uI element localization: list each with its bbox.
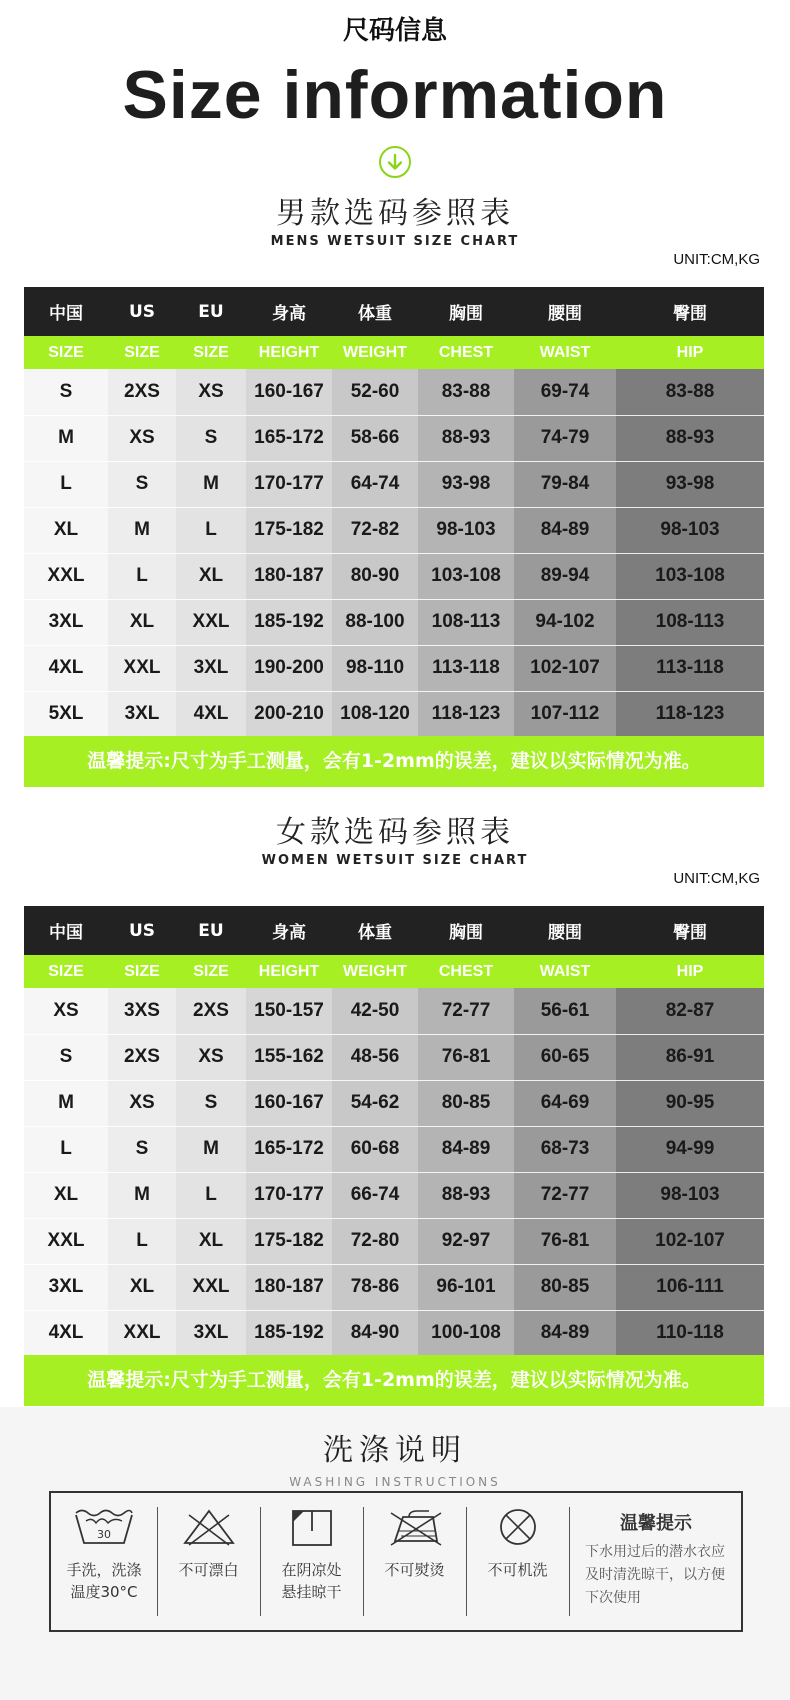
table-row-cell: 58-66 xyxy=(332,415,418,461)
table-row-cell: 4XL xyxy=(24,1310,108,1356)
shade-dry-icon xyxy=(290,1507,334,1547)
table-row-cell: 3XL xyxy=(176,1310,246,1356)
table-row-cell: 88-100 xyxy=(332,599,418,645)
table-row-cell: XXL xyxy=(108,1310,176,1356)
arrow-down-icon xyxy=(379,146,411,178)
table-row-cell: M xyxy=(24,415,108,461)
no-machine-wash-icon xyxy=(496,1507,540,1547)
table-row-cell: 185-192 xyxy=(246,599,332,645)
table-row-cell: S xyxy=(24,1034,108,1080)
wash-item-label: 手洗，洗涤 温度30°C xyxy=(66,1561,142,1601)
table-row-cell: 76-81 xyxy=(514,1218,616,1264)
table-row-cell: 94-99 xyxy=(616,1126,764,1172)
table-row-cell: XL xyxy=(108,599,176,645)
table-row xyxy=(24,1310,764,1356)
table-row xyxy=(24,599,764,645)
table-row-cell: 93-98 xyxy=(616,461,764,507)
table-row xyxy=(24,1264,764,1310)
table-row xyxy=(24,415,764,461)
header-row-cn-cell: 胸围 xyxy=(418,287,514,336)
header-row-en-cell: SIZE xyxy=(24,336,108,369)
womens-section-title xyxy=(0,815,790,868)
womens-tip-bar: 温馨提示:尺寸为手工测量，会有1-2mm的误差，建议以实际情况为准。 xyxy=(24,1355,764,1406)
table-row-cell: 74-79 xyxy=(514,415,616,461)
table-row xyxy=(24,988,764,1034)
table-row-cell: 88-93 xyxy=(616,415,764,461)
table-row-cell: 88-93 xyxy=(418,1172,514,1218)
table-row-cell: 102-107 xyxy=(616,1218,764,1264)
table-row-cell: 165-172 xyxy=(246,1126,332,1172)
header-row-en-cell: WAIST xyxy=(514,336,616,369)
table-row-cell: 150-157 xyxy=(246,988,332,1034)
table-row-cell: S xyxy=(176,1080,246,1126)
table-row-cell: 72-80 xyxy=(332,1218,418,1264)
table-row-cell: 94-102 xyxy=(514,599,616,645)
table-row-cell: 180-187 xyxy=(246,553,332,599)
table-row-cell: XS xyxy=(108,1080,176,1126)
mens-title-cn: 男款选码参照表 xyxy=(276,196,514,231)
title-badge xyxy=(0,14,790,48)
table-row-cell: L xyxy=(108,1218,176,1264)
table-row-cell: 42-50 xyxy=(332,988,418,1034)
table-row-cell: XS xyxy=(108,415,176,461)
table-row xyxy=(24,1126,764,1172)
womens-title-cn: 女款选码参照表 xyxy=(276,815,514,850)
table-row-cell: 60-68 xyxy=(332,1126,418,1172)
table-row-cell: L xyxy=(24,1126,108,1172)
table-row-cell: M xyxy=(24,1080,108,1126)
table-row-cell: M xyxy=(108,507,176,553)
header-row-cn-cell: 臀围 xyxy=(616,906,764,955)
table-row-cell: 89-94 xyxy=(514,553,616,599)
table-row-cell: 4XL xyxy=(24,645,108,691)
table-row-cell: 100-108 xyxy=(418,1310,514,1356)
table-row xyxy=(24,1172,764,1218)
table-row-cell: XS xyxy=(176,369,246,415)
table-row-cell: 84-90 xyxy=(332,1310,418,1356)
table-row-cell: XXL xyxy=(176,1264,246,1310)
table-row-cell: 66-74 xyxy=(332,1172,418,1218)
header-row-en xyxy=(24,336,764,369)
table-row-cell: S xyxy=(108,1126,176,1172)
table-row-cell: 64-74 xyxy=(332,461,418,507)
table-row-cell: 102-107 xyxy=(514,645,616,691)
washing-notice-body: 下水用过后的潜水衣应及时清洗晾干，以方便下次使用 xyxy=(585,1544,725,1606)
table-row-cell: 92-97 xyxy=(418,1218,514,1264)
wash-item-label: 不可漂白 xyxy=(178,1561,239,1579)
table-row-cell: 3XS xyxy=(108,988,176,1034)
table-row xyxy=(24,461,764,507)
header-row-cn-cell: 身高 xyxy=(246,906,332,955)
header-row-cn xyxy=(24,287,764,336)
table-row-cell: M xyxy=(176,1126,246,1172)
header-row-cn-cell: 体重 xyxy=(332,906,418,955)
table-row-cell: 78-86 xyxy=(332,1264,418,1310)
washing-notice xyxy=(569,1493,741,1630)
table-row-cell: 4XL xyxy=(176,691,246,737)
header-row-en-cell: CHEST xyxy=(418,336,514,369)
wash-item-no-bleach xyxy=(157,1493,260,1630)
table-row-cell: 155-162 xyxy=(246,1034,332,1080)
table-row-cell: 2XS xyxy=(176,988,246,1034)
table-row-cell: 118-123 xyxy=(616,691,764,737)
wash-item-no-iron xyxy=(363,1493,466,1630)
table-row-cell: 90-95 xyxy=(616,1080,764,1126)
title-badge-text: 尺码信息 xyxy=(335,14,455,48)
table-row-cell: L xyxy=(24,461,108,507)
header-row-cn-cell: EU xyxy=(176,906,246,955)
wash-item-no-machine-wash xyxy=(466,1493,569,1630)
table-row-cell: S xyxy=(24,369,108,415)
table-row-cell: 72-82 xyxy=(332,507,418,553)
table-row-cell: 103-108 xyxy=(616,553,764,599)
mens-title-en: MENS WETSUIT SIZE CHART xyxy=(270,234,520,249)
mens-section-title xyxy=(0,196,790,249)
header-row-en-cell: CHEST xyxy=(418,955,514,988)
table-row-cell: 175-182 xyxy=(246,507,332,553)
table-row xyxy=(24,369,764,415)
table-row-cell: 190-200 xyxy=(246,645,332,691)
table-row xyxy=(24,1218,764,1264)
table-row-cell: 165-172 xyxy=(246,415,332,461)
table-row-cell: XXL xyxy=(24,1218,108,1264)
table-row-cell: XXL xyxy=(176,599,246,645)
table-row-cell: 82-87 xyxy=(616,988,764,1034)
table-row-cell: 54-62 xyxy=(332,1080,418,1126)
hand-wash-icon xyxy=(72,1507,136,1547)
header-row-cn-cell: 腰围 xyxy=(514,906,616,955)
header-row-en-cell: HEIGHT xyxy=(246,955,332,988)
table-row-cell: 108-113 xyxy=(616,599,764,645)
womens-unit-label: UNIT:CM,KG xyxy=(673,870,760,887)
table-row-cell: 83-88 xyxy=(616,369,764,415)
womens-title-en: WOMEN WETSUIT SIZE CHART xyxy=(261,853,529,868)
table-row-cell: 98-103 xyxy=(418,507,514,553)
table-row-cell: 64-69 xyxy=(514,1080,616,1126)
table-row xyxy=(24,1080,764,1126)
table-row-cell: 3XL xyxy=(24,599,108,645)
header-row-en-cell: HIP xyxy=(616,955,764,988)
table-row-cell: 88-93 xyxy=(418,415,514,461)
header-row-cn-cell: 腰围 xyxy=(514,287,616,336)
wash-item-label: 不可熨烫 xyxy=(384,1561,445,1579)
table-row-cell: 86-91 xyxy=(616,1034,764,1080)
table-row-cell: L xyxy=(108,553,176,599)
header-row-en xyxy=(24,955,764,988)
no-bleach-icon xyxy=(181,1507,237,1547)
table-row-cell: 160-167 xyxy=(246,1080,332,1126)
table-row-cell: 56-61 xyxy=(514,988,616,1034)
header-row-en-cell: SIZE xyxy=(176,955,246,988)
table-row-cell: XS xyxy=(176,1034,246,1080)
table-row-cell: 69-74 xyxy=(514,369,616,415)
washing-title-cn: 洗涤说明 xyxy=(323,1433,467,1468)
mens-tip-bar: 温馨提示:尺寸为手工测量，会有1-2mm的误差，建议以实际情况为准。 xyxy=(24,736,764,787)
table-row-cell: L xyxy=(176,1172,246,1218)
table-row-cell: 170-177 xyxy=(246,461,332,507)
table-row-cell: 180-187 xyxy=(246,1264,332,1310)
header-row-cn xyxy=(24,906,764,955)
table-row xyxy=(24,691,764,737)
table-row-cell: M xyxy=(176,461,246,507)
table-row-cell: 52-60 xyxy=(332,369,418,415)
table-row-cell: 185-192 xyxy=(246,1310,332,1356)
table-row-cell: 98-103 xyxy=(616,507,764,553)
table-row-cell: 2XS xyxy=(108,1034,176,1080)
table-row-cell: 80-85 xyxy=(514,1264,616,1310)
wash-item-hand-wash xyxy=(51,1493,157,1630)
table-row-cell: 200-210 xyxy=(246,691,332,737)
header-row-cn-cell: EU xyxy=(176,287,246,336)
table-row-cell: 76-81 xyxy=(418,1034,514,1080)
header-row-en-cell: SIZE xyxy=(108,336,176,369)
header-row-en-cell: HEIGHT xyxy=(246,336,332,369)
wash-item-shade-dry xyxy=(260,1493,363,1630)
table-row-cell: M xyxy=(108,1172,176,1218)
table-row-cell: 3XL xyxy=(176,645,246,691)
table-row-cell: XS xyxy=(24,988,108,1034)
table-row-cell: 68-73 xyxy=(514,1126,616,1172)
table-row xyxy=(24,645,764,691)
table-row xyxy=(24,553,764,599)
table-row-cell: XXL xyxy=(108,645,176,691)
mens-unit-label: UNIT:CM,KG xyxy=(673,251,760,268)
table-row-cell: XL xyxy=(24,1172,108,1218)
wash-item-label: 不可机洗 xyxy=(487,1561,548,1579)
table-row-cell: XL xyxy=(24,507,108,553)
table-row-cell: L xyxy=(176,507,246,553)
wash-item-label: 在阴凉处 悬挂晾干 xyxy=(281,1561,342,1601)
mens-size-table xyxy=(24,287,764,737)
header-row-cn-cell: 中国 xyxy=(24,906,108,955)
washing-title-en: WASHING INSTRUCTIONS xyxy=(289,1475,501,1489)
header-row-en-cell: SIZE xyxy=(108,955,176,988)
header-row-cn-cell: 胸围 xyxy=(418,906,514,955)
table-row-cell: 3XL xyxy=(24,1264,108,1310)
header-row-en-cell: SIZE xyxy=(176,336,246,369)
header-row-en-cell: WEIGHT xyxy=(332,955,418,988)
table-row-cell: 170-177 xyxy=(246,1172,332,1218)
table-row-cell: XXL xyxy=(24,553,108,599)
header-row-en-cell: SIZE xyxy=(24,955,108,988)
table-row-cell: 3XL xyxy=(108,691,176,737)
table-row-cell: 80-90 xyxy=(332,553,418,599)
header-row-cn-cell: US xyxy=(108,287,176,336)
table-row-cell: XL xyxy=(176,553,246,599)
page-title: Size information xyxy=(122,57,668,133)
header-row-en-cell: HIP xyxy=(616,336,764,369)
table-row-cell: 79-84 xyxy=(514,461,616,507)
table-row-cell: 113-118 xyxy=(616,645,764,691)
table-row-cell: 2XS xyxy=(108,369,176,415)
table-row-cell: 80-85 xyxy=(418,1080,514,1126)
table-row-cell: 83-88 xyxy=(418,369,514,415)
table-row-cell: 103-108 xyxy=(418,553,514,599)
table-row-cell: S xyxy=(176,415,246,461)
table-row-cell: 107-112 xyxy=(514,691,616,737)
washing-instructions-box xyxy=(49,1491,743,1632)
header-row-cn-cell: 体重 xyxy=(332,287,418,336)
table-row-cell: 93-98 xyxy=(418,461,514,507)
table-row-cell: 160-167 xyxy=(246,369,332,415)
table-row-cell: 84-89 xyxy=(418,1126,514,1172)
header-row-en-cell: WAIST xyxy=(514,955,616,988)
table-row xyxy=(24,507,764,553)
table-row-cell: 60-65 xyxy=(514,1034,616,1080)
table-row-cell: 72-77 xyxy=(514,1172,616,1218)
table-row-cell: 175-182 xyxy=(246,1218,332,1264)
table-row xyxy=(24,1034,764,1080)
table-row-cell: 98-110 xyxy=(332,645,418,691)
table-row-cell: 5XL xyxy=(24,691,108,737)
table-row-cell: 98-103 xyxy=(616,1172,764,1218)
table-row-cell: S xyxy=(108,461,176,507)
table-row-cell: 72-77 xyxy=(418,988,514,1034)
table-row-cell: 84-89 xyxy=(514,507,616,553)
no-iron-icon xyxy=(385,1507,445,1547)
wash-temp-text: 30 xyxy=(97,1528,111,1541)
header-row-cn-cell: US xyxy=(108,906,176,955)
table-row-cell: 108-113 xyxy=(418,599,514,645)
table-row-cell: 108-120 xyxy=(332,691,418,737)
header-row-cn-cell: 臀围 xyxy=(616,287,764,336)
table-row-cell: XL xyxy=(108,1264,176,1310)
header-row-cn-cell: 中国 xyxy=(24,287,108,336)
table-row-cell: 118-123 xyxy=(418,691,514,737)
table-row-cell: 113-118 xyxy=(418,645,514,691)
header-row-cn-cell: 身高 xyxy=(246,287,332,336)
table-row-cell: 48-56 xyxy=(332,1034,418,1080)
header-row-en-cell: WEIGHT xyxy=(332,336,418,369)
washing-title xyxy=(0,1425,790,1489)
washing-notice-title: 温馨提示 xyxy=(620,1513,692,1534)
table-row-cell: 84-89 xyxy=(514,1310,616,1356)
table-row-cell: 96-101 xyxy=(418,1264,514,1310)
table-row-cell: XL xyxy=(176,1218,246,1264)
womens-size-table xyxy=(24,906,764,1356)
table-row-cell: 110-118 xyxy=(616,1310,764,1356)
table-row-cell: 106-111 xyxy=(616,1264,764,1310)
